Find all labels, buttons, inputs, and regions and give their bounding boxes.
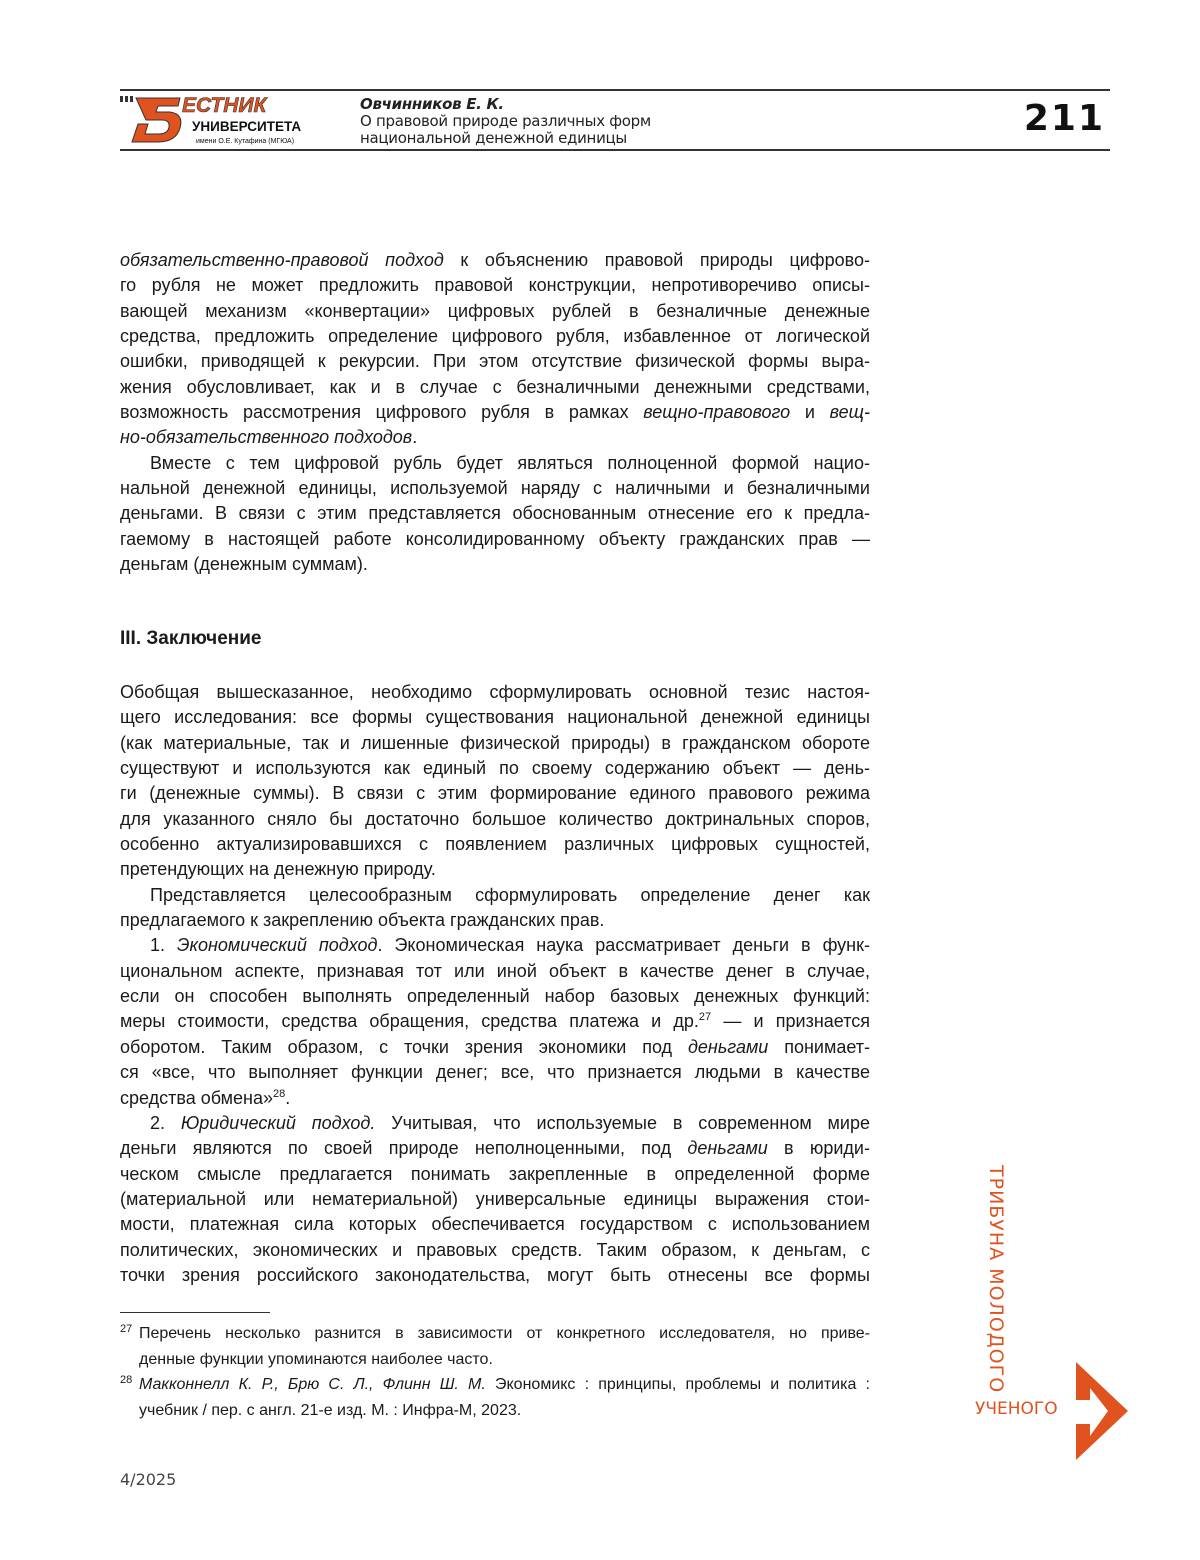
text-run: деньги являются по своей природе неполноценными, под xyxy=(120,1138,688,1159)
text-run: ошибки, приводящей к рекурсии. При этом отсутствие физической формы выра- xyxy=(120,351,870,372)
side-banner-text: УЧЕНОГО xyxy=(975,1399,1058,1419)
text-run: ги (денежные суммы). В связи с этим формирование единого правового режима xyxy=(120,783,870,804)
text-line xyxy=(120,375,870,400)
text-run: жения обусловливает, как и в случае с безналичными денежными средствами, xyxy=(120,376,870,397)
text-line xyxy=(120,1162,870,1187)
text-run: гаемому в настоящей работе консолидированному объекту гражданских прав — xyxy=(120,528,870,549)
svg-text:УНИВЕРСИТЕТА: УНИВЕРСИТЕТА xyxy=(192,119,302,134)
body-text-block xyxy=(120,680,870,1288)
text-line xyxy=(120,933,870,958)
svg-text:ЕСТНИК: ЕСТНИК xyxy=(182,94,267,117)
text-line xyxy=(120,1111,870,1136)
text-run: 1. xyxy=(150,935,177,956)
text-run: циональном аспекте, признавая тот или иной объект в качестве денег в случае, xyxy=(120,960,870,981)
text-line xyxy=(120,1136,870,1161)
text-line xyxy=(120,527,870,552)
text-line xyxy=(120,1263,870,1288)
text-run: точки зрения российского законодательства, могут быть отнесены все формы xyxy=(120,1264,870,1285)
header-article-title: О правовой природе различных форм xyxy=(360,112,651,130)
text-run: вещно-правового xyxy=(643,402,791,423)
text-line xyxy=(120,1187,870,1212)
text-line xyxy=(120,552,870,577)
text-line xyxy=(120,349,870,374)
text-run: Юридический подход. xyxy=(180,1112,376,1133)
text-run: вающей механизм «конвертации» цифровых рублей в безналичные денежные xyxy=(120,300,870,321)
text-run: учебник / пер. с англ. 21-е изд. М. : Инфра-М, 2023. xyxy=(139,1401,522,1419)
text-run: деньгами xyxy=(687,1036,769,1057)
text-line xyxy=(120,476,870,501)
text-line xyxy=(120,425,870,450)
header-bottom-rule xyxy=(120,149,1110,151)
footnotes xyxy=(120,1321,870,1423)
text-run: понимает- xyxy=(768,1036,870,1057)
text-line xyxy=(120,501,870,526)
header-article-title: национальной денежной единицы xyxy=(360,129,627,147)
text-line xyxy=(120,1009,870,1034)
text-run: средства обмена» xyxy=(120,1087,274,1108)
text-line xyxy=(120,705,870,730)
text-line xyxy=(120,984,870,1009)
text-line xyxy=(120,807,870,832)
text-line xyxy=(120,908,870,933)
text-line xyxy=(120,1086,870,1111)
text-run: го рубля не может предложить правовой конструкции, непротиворечиво описы- xyxy=(120,275,870,296)
footnote-number: 27 xyxy=(120,1323,133,1335)
text-run: нальной денежной единицы, используемой наряду с наличными и безналичными xyxy=(120,478,870,499)
text-run: политических, экономических и правовых средств. Таким образом, к деньгам, с xyxy=(120,1239,870,1260)
text-run: предлагаемого к закреплению объекта гражданских прав. xyxy=(120,910,605,931)
text-run: к объяснению правовой природы цифрово- xyxy=(443,250,870,270)
text-run: 2. xyxy=(150,1112,181,1133)
text-line xyxy=(120,1035,870,1060)
text-run: мости, платежная сила которых обеспечивается государством с использованием xyxy=(120,1214,870,1235)
text-line xyxy=(120,756,870,781)
svg-text:имени О.Е. Кутафина (МГЮА): имени О.Е. Кутафина (МГЮА) xyxy=(196,138,295,145)
text-run: деньгами xyxy=(687,1138,768,1159)
text-run: и xyxy=(790,402,830,423)
text-run: обязательственно-правовой подход xyxy=(120,250,444,270)
text-run: меры стоимости, средства обращения, средства платежа и др. xyxy=(120,1011,699,1032)
footnote-line xyxy=(120,1398,870,1424)
text-run: Макконнелл К. Р., Брю С. Л., Флинн Ш. М. xyxy=(139,1376,486,1393)
text-run: денные функции упоминаются наиболее часто. xyxy=(139,1350,493,1368)
text-run: возможность рассмотрения цифрового рубля в рамках xyxy=(120,402,644,423)
text-line xyxy=(120,959,870,984)
footnote-separator xyxy=(120,1312,270,1313)
footnote-line xyxy=(120,1347,870,1373)
text-run: Учитывая, что используемые в современном мире xyxy=(375,1112,870,1133)
page-number: 211 xyxy=(1023,98,1105,139)
side-banner-text: ТРИБУНА МОЛОДОГО xyxy=(985,1165,1007,1394)
text-line xyxy=(120,781,870,806)
text-run: ческом смысле предлагается понимать закрепленные в определенной форме xyxy=(120,1163,870,1184)
text-line xyxy=(120,680,870,705)
text-run: деньгам (денежным суммам). xyxy=(120,554,368,575)
text-run: особенно актуализировавшихся с появлением различных цифровых сущностей, xyxy=(120,834,870,855)
text-run: вещ- xyxy=(829,402,870,423)
text-run: (материальной или нематериальной) универсальные единицы выражения стои- xyxy=(120,1188,870,1209)
footnote-reference: 27 xyxy=(698,1011,712,1024)
footnote-line xyxy=(120,1321,870,1347)
body-text-block xyxy=(120,248,870,577)
header-top-rule xyxy=(120,89,1110,91)
text-line xyxy=(120,1212,870,1237)
text-run: . xyxy=(285,1087,291,1108)
text-run: . xyxy=(412,427,418,448)
footnote-number: 28 xyxy=(120,1374,133,1386)
footnote-line xyxy=(120,1372,870,1398)
text-run: (как материальные, так и лишенные физической природы) в гражданском обороте xyxy=(120,732,870,753)
text-run: оборотом. Таким образом, с точки зрения экономики под xyxy=(120,1036,688,1057)
text-run: — и признается xyxy=(711,1011,870,1032)
text-run: деньгами. В связи с этим представляется обоснованным отнесение его к предла- xyxy=(120,503,870,524)
text-run: средства, предложить определение цифрового рубля, избавленное от логической xyxy=(120,326,870,347)
issue-number: 4/2025 xyxy=(120,1470,177,1489)
text-run: Представляется целесообразным сформулировать определение денег как xyxy=(150,884,870,905)
text-run: если он способен выполнять определенный набор базовых денежных функций: xyxy=(120,986,870,1007)
text-line xyxy=(120,299,870,324)
text-line xyxy=(120,451,870,476)
text-line xyxy=(120,883,870,908)
text-run: претендующих на денежную природу. xyxy=(120,859,436,880)
text-line xyxy=(120,832,870,857)
text-run: ся «все, что выполняет функции денег; все, что признается людьми в качестве xyxy=(120,1062,870,1083)
text-run: но-обязательственного подходов xyxy=(120,427,413,448)
text-run: Вместе с тем цифровой рубль будет являться полноценной формой нацио- xyxy=(150,452,870,473)
text-run: существуют и используются как единый по своему содержанию объект — день- xyxy=(120,758,870,779)
journal-logo xyxy=(118,94,323,146)
text-line xyxy=(120,1238,870,1263)
text-line xyxy=(120,248,870,273)
text-run: щего исследования: все формы существования национальной денежной единицы xyxy=(120,707,870,728)
text-line xyxy=(120,324,870,349)
arrow-icon xyxy=(1076,1362,1130,1460)
text-run: Экономикс : принципы, проблемы и политика : xyxy=(485,1376,870,1393)
text-run: . Экономическая наука рассматривает деньги в функ- xyxy=(377,935,870,956)
text-line xyxy=(120,400,870,425)
header-author: Овчинников Е. К. xyxy=(360,95,504,113)
text-line xyxy=(120,857,870,882)
text-line xyxy=(120,273,870,298)
text-run: Перечень несколько разнится в зависимости от конкретного исследователя, но приве- xyxy=(139,1325,870,1342)
text-run: Экономический подход xyxy=(177,935,378,956)
text-run: Обобщая вышесказанное, необходимо сформулировать основной тезис настоя- xyxy=(120,682,870,702)
section-heading: III. Заключение xyxy=(120,628,262,649)
text-line xyxy=(120,1060,870,1085)
text-run: для указанного сняло бы достаточно большое количество доктринальных споров, xyxy=(120,808,870,829)
footnote-reference: 28 xyxy=(273,1087,286,1100)
text-line xyxy=(120,731,870,756)
text-run: в юриди- xyxy=(767,1138,870,1159)
